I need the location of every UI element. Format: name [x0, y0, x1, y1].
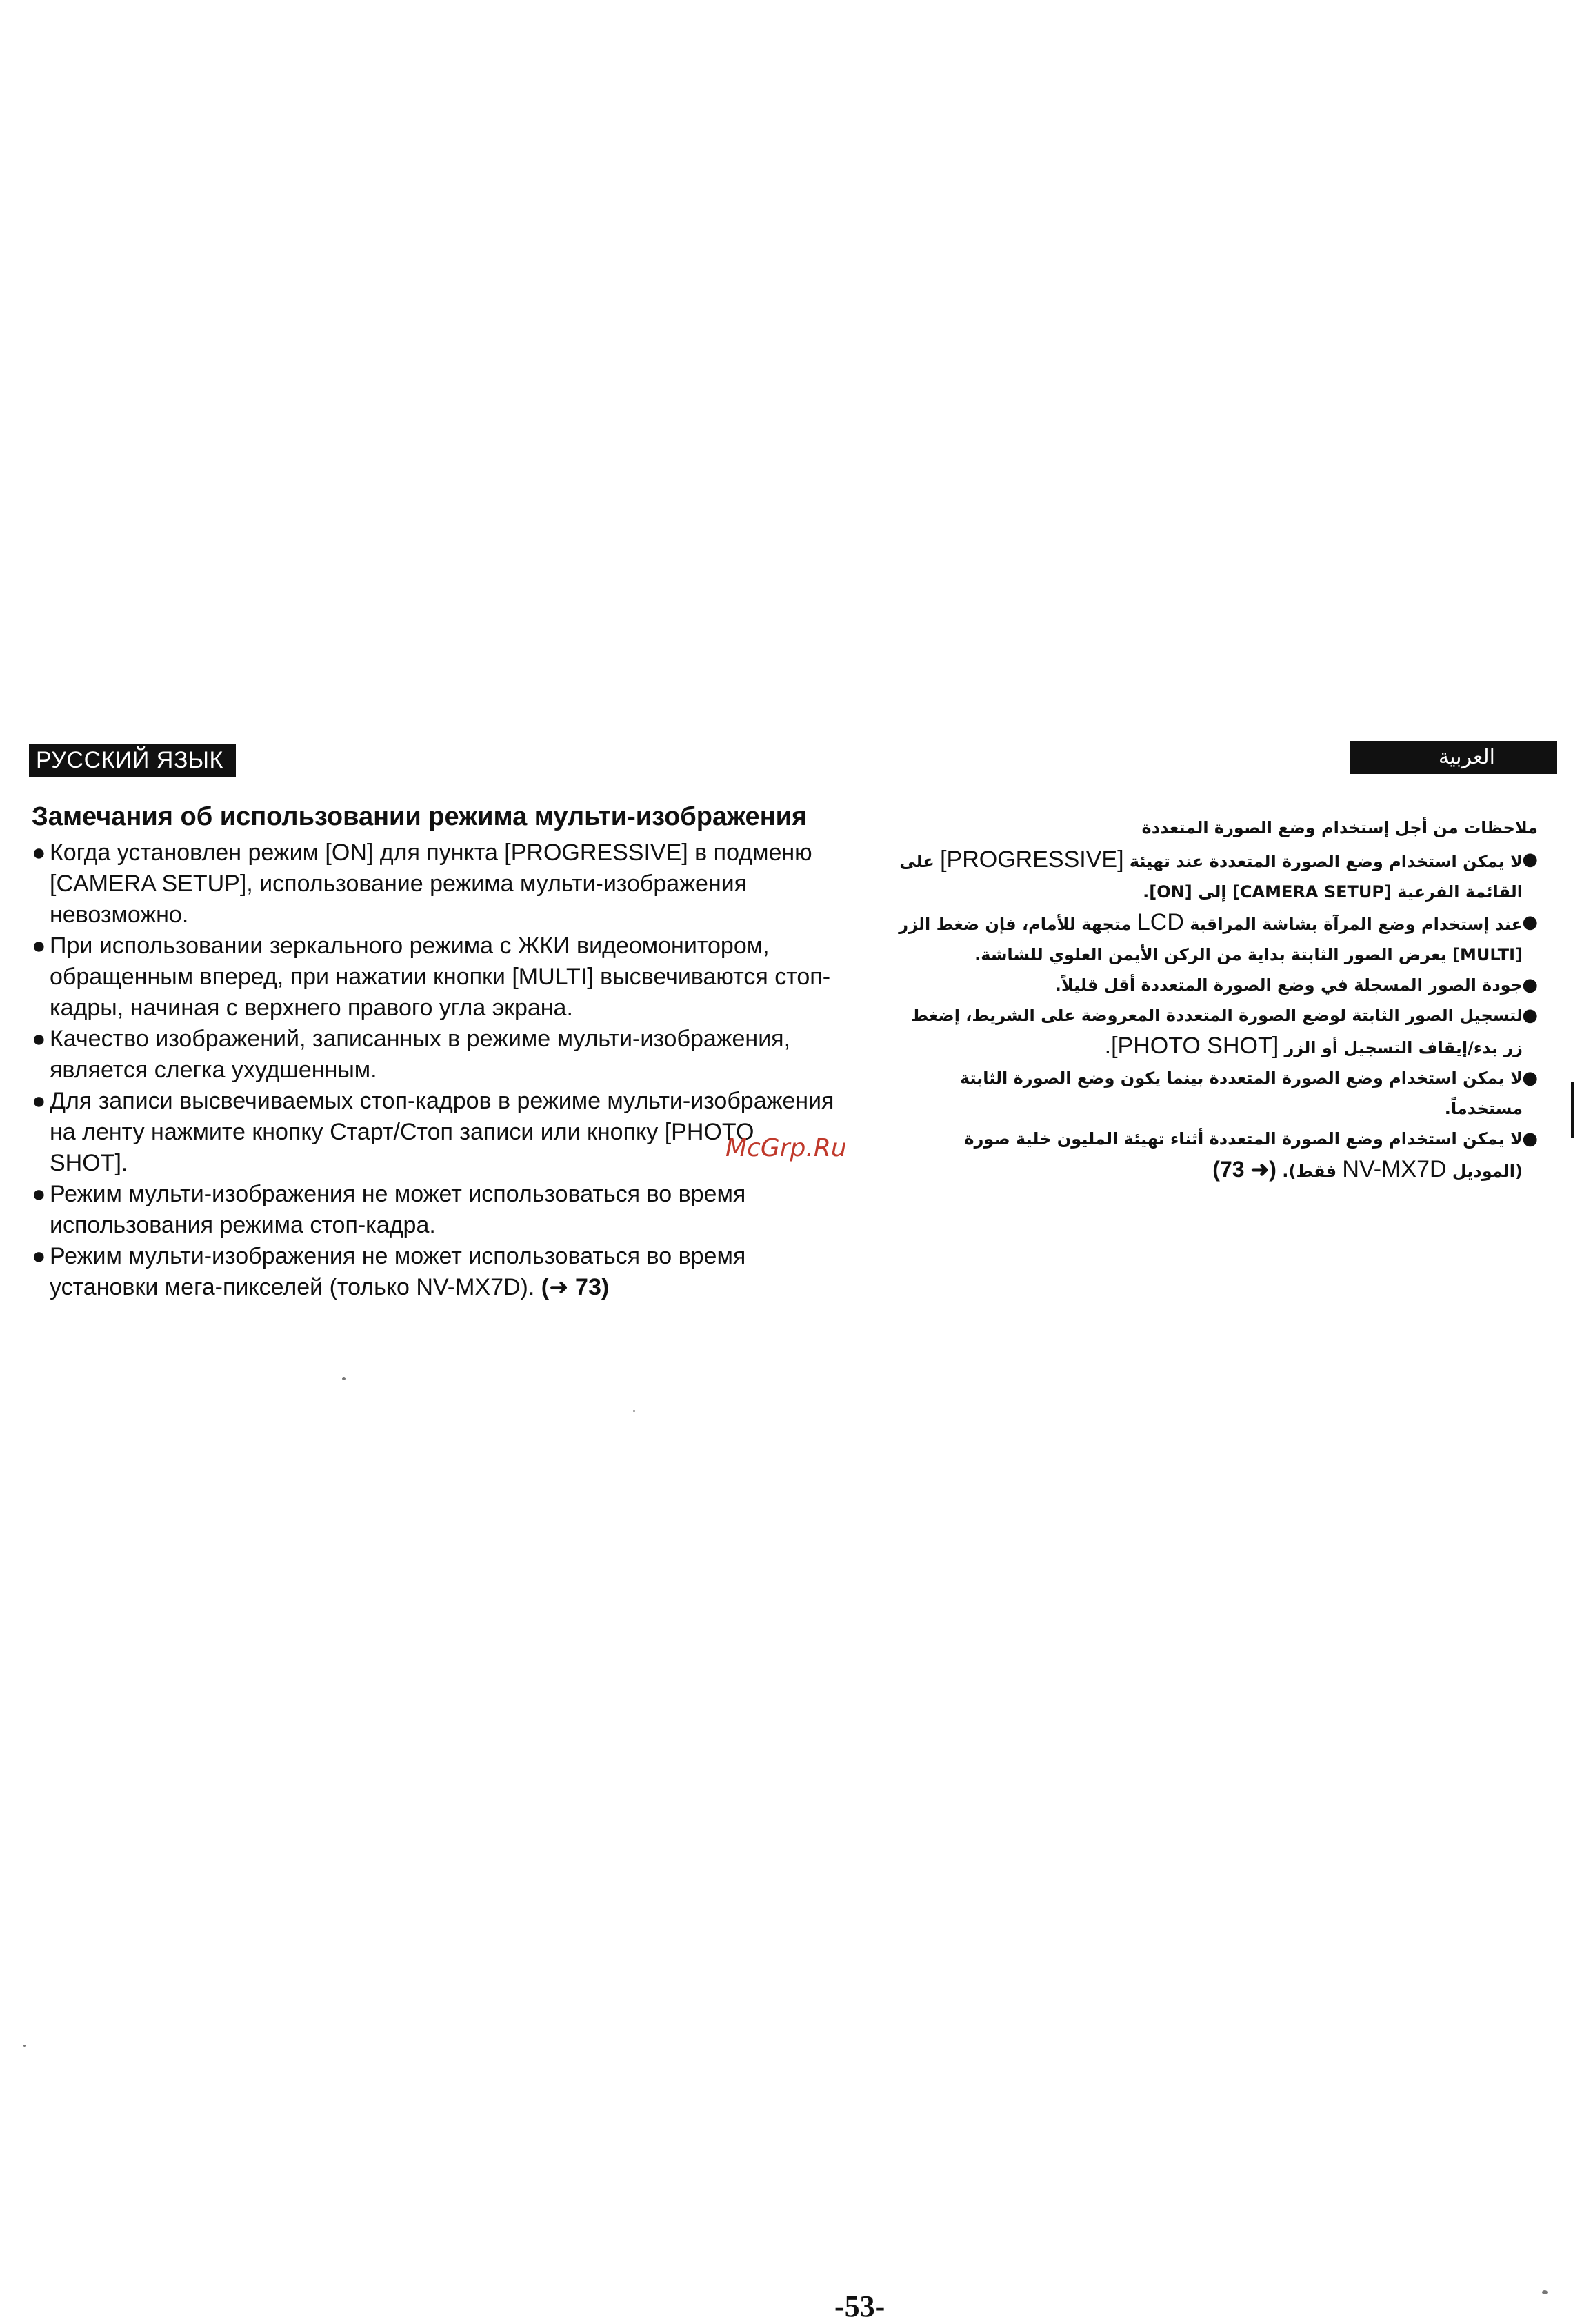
russian-notes-list — [32, 837, 839, 1303]
arabic-note: ● لا يمكن استخدام وضع الصورة المتعددة أثناء تهيئة المليون خلية صورة (الموديل NV-MX7D فقط). (➜ 73) — [897, 1124, 1538, 1186]
scan-speck — [633, 1410, 635, 1412]
arabic-section-title: ملاحظات من أجل إستخدام وضع الصورة المتعددة — [1141, 818, 1538, 837]
page-number: -53- — [834, 2290, 885, 2323]
russian-note: ● Режим мульти-изображения не может использоваться во время использования режима стоп-кадра. — [32, 1179, 839, 1241]
russian-note: ● Качество изображений, записанных в режиме мульти-изображения, является слегка ухудшенным. — [32, 1024, 839, 1086]
russian-note: ● Режим мульти-изображения не может использоваться во время установки мега-пикселей (только NV-MX7D). (➜ 73) — [32, 1241, 839, 1303]
revision-bar — [1571, 1082, 1574, 1138]
scan-speck — [1542, 2290, 1548, 2294]
page-reference: (➜ 73) — [1212, 1157, 1276, 1182]
bullet-icon: ● — [32, 1026, 46, 1052]
russian-section-title: Замечания об использовании режима мульти-изображения — [32, 802, 808, 831]
arabic-notes-list — [897, 844, 1538, 1186]
bullet-icon: ● — [1522, 849, 1538, 870]
russian-column — [32, 800, 839, 1303]
arabic-note: ● لتسجيل الصور الثابتة لوضع الصورة المتعددة المعروضة على الشريط، إضغط زر بدء/إيقاف التسجيل أو الزر [PHOTO SHOT]. — [897, 1000, 1538, 1063]
bullet-icon: ● — [1522, 1129, 1538, 1149]
russian-note: ● Для записи высвечиваемых стоп-кадров в режиме мульти-изображения на ленту нажмите кнопку Старт/Стоп записи или кнопку [PHOTO SHOT]. — [32, 1086, 839, 1179]
arabic-column — [897, 814, 1538, 1186]
bullet-icon: ● — [32, 933, 46, 959]
bullet-icon: ● — [32, 1181, 46, 1207]
russian-note: ● При использовании зеркального режима с ЖКИ видеомонитором, обращенным вперед, при нажатии кнопки [MULTI] высвечиваются стоп-кадры, начиная с верхнего правого угла экрана. — [32, 931, 839, 1024]
russian-note: ● Когда установлен режим [ON] для пункта [PROGRESSIVE] в подменю [CAMERA SETUP], использование режима мульти-изображения невозможно. — [32, 837, 839, 931]
bullet-icon: ● — [1522, 1068, 1538, 1089]
arabic-note: ● جودة الصور المسجلة في وضع الصورة المتعددة أقل قليلاً. — [897, 970, 1538, 1000]
arabic-note: ● عند إستخدام وضع المرآة بشاشة المراقبة LCD متجهة للأمام، فإن ضغط الزر [MULTI] يعرض الصور الثابتة بداية من الركن الأيمن العلوي للشاشة. — [897, 907, 1538, 970]
arabic-note: ● لا يمكن استخدام وضع الصورة المتعددة عند تهيئة [PROGRESSIVE] على القائمة الفرعية [CAMERA SETUP] إلى [ON]. — [897, 844, 1538, 907]
arabic-note: ● لا يمكن استخدام وضع الصورة المتعددة بينما يكون وضع الصورة الثابتة مستخدماً. — [897, 1063, 1538, 1124]
scan-speck — [342, 1377, 346, 1380]
watermark: McGrp.Ru — [725, 1134, 847, 1162]
bullet-icon: ● — [32, 840, 46, 866]
russian-language-tab: РУССКИЙ ЯЗЫК — [29, 744, 236, 777]
page-reference: (➜ 73) — [541, 1274, 610, 1300]
bullet-icon: ● — [32, 1088, 46, 1114]
bullet-icon: ● — [1522, 1005, 1538, 1026]
arabic-language-tab: العربية — [1350, 741, 1557, 774]
bullet-icon: ● — [1522, 912, 1538, 933]
bullet-icon: ● — [32, 1243, 46, 1269]
bullet-icon: ● — [1522, 975, 1538, 995]
scan-speck — [23, 2045, 26, 2047]
